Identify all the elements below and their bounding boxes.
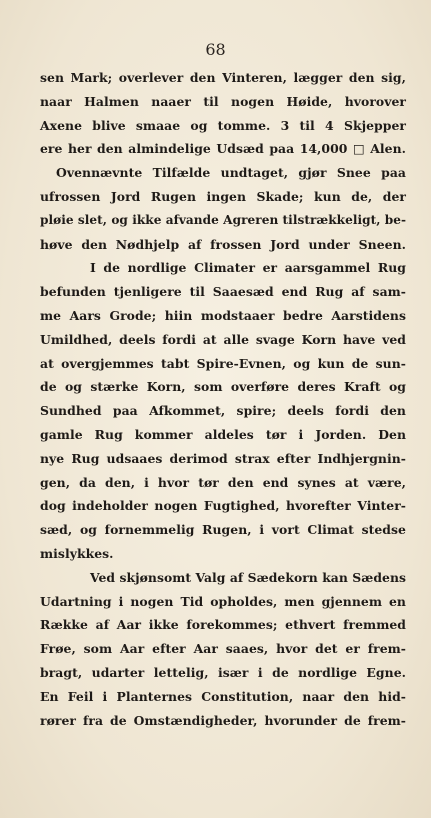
text-line bbox=[40, 332, 406, 356]
text-line bbox=[40, 94, 406, 118]
body-text bbox=[40, 70, 406, 736]
text-line bbox=[40, 451, 406, 475]
text-line-content: at overgjemmes tabt Spire-Evnen, og kun de sun- bbox=[40, 355, 406, 371]
text-line bbox=[40, 546, 406, 570]
text-line-content: En Feil i Planternes Constitution, naar den hid- bbox=[40, 688, 406, 704]
text-line bbox=[40, 118, 406, 142]
text-line-content: Axene blive smaae og tomme. 3 til 4 Skjepper bbox=[40, 117, 406, 133]
text-line bbox=[40, 237, 406, 261]
text-line-content: nye Rug udsaaes derimod strax efter Indhjergnin- bbox=[40, 450, 406, 466]
text-line bbox=[40, 165, 406, 189]
text-line-content: Ved skjønsomt Valg af Sædekorn kan Sædens bbox=[90, 569, 406, 585]
text-line-content: Ovennævnte Tilfælde undtaget, gjør Snee paa bbox=[56, 165, 406, 181]
text-line-content: Række af Aar ikke forekommes; ethvert fremmed bbox=[40, 617, 406, 633]
text-line bbox=[40, 689, 406, 713]
text-line bbox=[40, 570, 406, 594]
text-line-content: naar Halmen naaer til nogen Høide, hvorover bbox=[40, 93, 406, 109]
text-line-content: Sundhed paa Afkommet, spire; deels fordi den bbox=[40, 403, 406, 419]
text-line bbox=[40, 713, 406, 737]
text-line-content: dog indeholder nogen Fugtighed, hvorefter Vinter- bbox=[40, 498, 406, 514]
text-line-content: I de nordlige Climater er aarsgammel Rug bbox=[90, 260, 406, 276]
text-line-content: ere her den almindelige Udsæd paa 14,000 □ Alen. bbox=[40, 141, 406, 157]
text-line-content: me Aars Grode; hiin modstaaer bedre Aarstidens bbox=[40, 307, 406, 323]
text-line bbox=[40, 70, 406, 94]
text-line bbox=[40, 356, 406, 380]
text-line-content: ufrossen Jord Rugen ingen Skade; kun de, der bbox=[40, 188, 406, 204]
text-line bbox=[40, 403, 406, 427]
text-line bbox=[40, 379, 406, 403]
text-line bbox=[40, 213, 406, 237]
text-line-content: høve den Nødhjelp af frossen Jord under Sneen. bbox=[40, 236, 406, 252]
text-line bbox=[40, 665, 406, 689]
text-line bbox=[40, 260, 406, 284]
text-line bbox=[40, 617, 406, 641]
text-line bbox=[40, 141, 406, 165]
page-number: 68 bbox=[205, 40, 226, 59]
text-line bbox=[40, 475, 406, 499]
text-line-content: mislykkes. bbox=[40, 545, 114, 561]
text-line bbox=[40, 522, 406, 546]
text-line-content: gen, da den, i hvor tør den end synes at være, bbox=[40, 474, 406, 490]
text-line-content: sæd, og fornemmelig Rugen, i vort Climat stedse bbox=[40, 522, 406, 538]
text-line-content: befunden tjenligere til Saaesæd end Rug af sam- bbox=[40, 284, 406, 300]
text-line-content: Umildhed, deels fordi at alle svage Korn have ved bbox=[40, 331, 406, 347]
text-line-content: gamle Rug kommer aldeles tør i Jorden. Den bbox=[40, 426, 406, 442]
text-line bbox=[40, 641, 406, 665]
text-line bbox=[40, 594, 406, 618]
text-line bbox=[40, 284, 406, 308]
text-line-content: sen Mark; overlever den Vinteren, lægger den sig, bbox=[40, 70, 406, 85]
text-line-content: de og stærke Korn, som overføre deres Kraft og bbox=[40, 379, 406, 395]
text-line bbox=[40, 498, 406, 522]
text-line bbox=[40, 189, 406, 213]
text-line-content: rører fra de Omstændigheder, hvorunder de frem- bbox=[40, 712, 406, 728]
text-line-content: pløie slet, og ikke afvande Agreren tilstrækkeligt, be- bbox=[40, 212, 407, 227]
text-line-content: Udartning i nogen Tid opholdes, men gjennem en bbox=[40, 593, 406, 609]
text-line bbox=[40, 427, 406, 451]
text-line-content: bragt, udarter lettelig, især i de nordlige Egne. bbox=[40, 664, 406, 680]
text-line-content: Frøe, som Aar efter Aar saaes, hvor det er frem- bbox=[40, 641, 406, 657]
text-line bbox=[40, 308, 406, 332]
